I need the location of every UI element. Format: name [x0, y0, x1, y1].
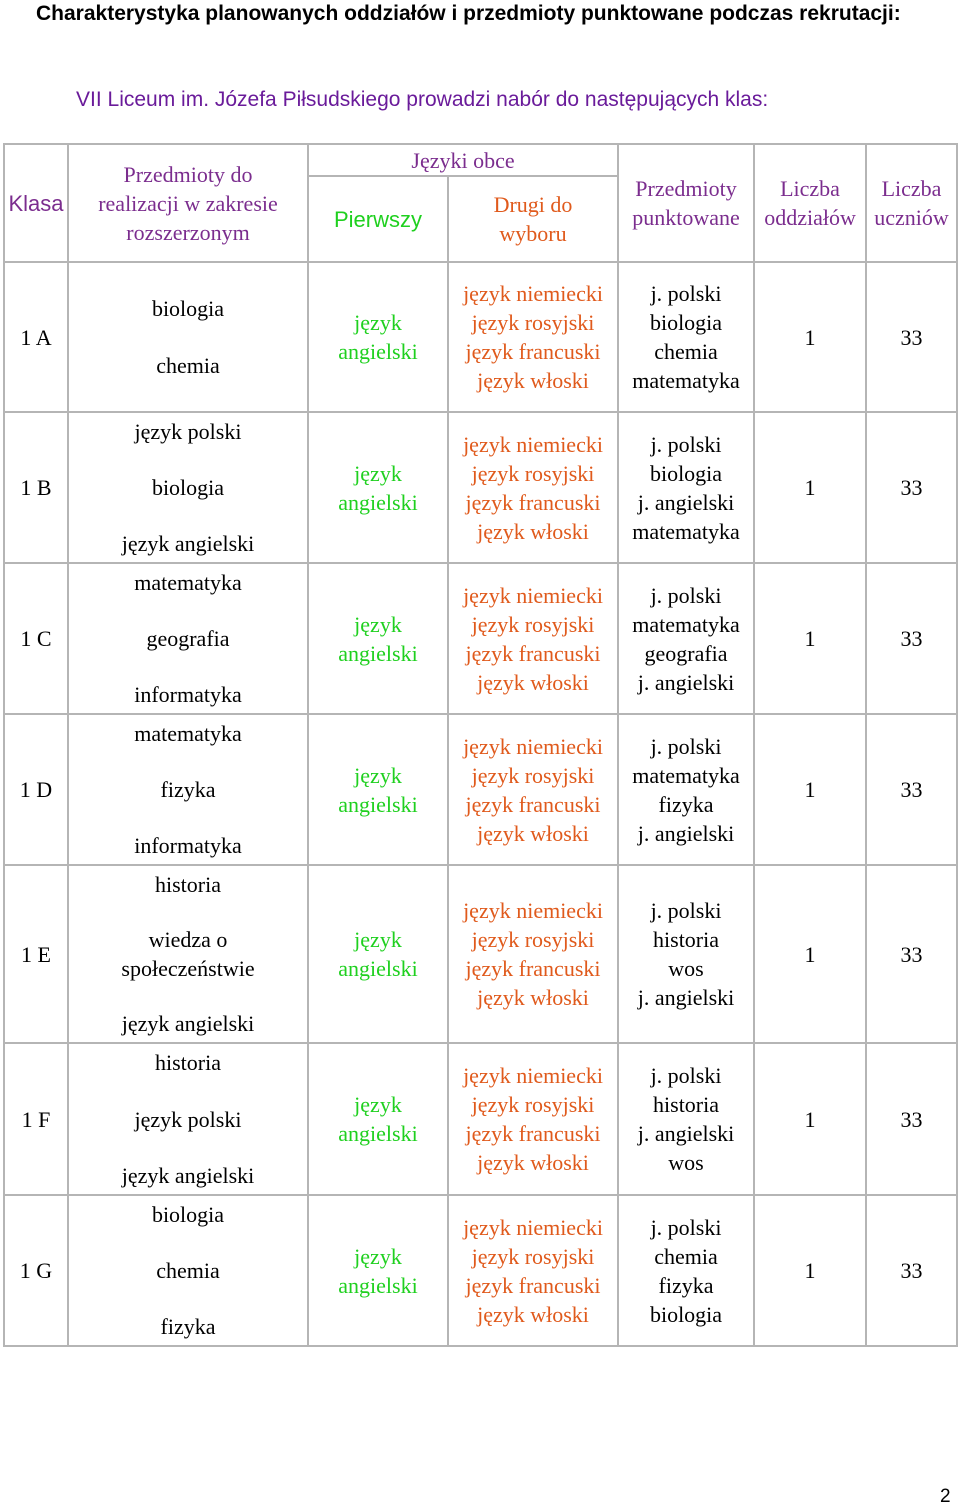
header-scored: Przedmioty punktowane [617, 143, 753, 261]
scored-subject: biologia [649, 1301, 723, 1327]
language-option: język francuski [465, 1121, 601, 1146]
subject-item: język polski [134, 419, 242, 444]
subject-item: wiedza o społeczeństwie [121, 927, 255, 981]
scored-subject: historia [653, 927, 720, 952]
language-option: język włoski [477, 1150, 589, 1175]
subject-item: informatyka [134, 833, 242, 858]
subjects-cell [67, 713, 307, 864]
second-language-cell [447, 1194, 617, 1347]
subject-item: język angielski [121, 1011, 255, 1036]
language-option: język niemiecki [463, 1063, 603, 1088]
scored-subjects-cell [617, 713, 753, 864]
subject-item: matematyka [134, 721, 242, 746]
language-option: język rosyjski [471, 762, 595, 788]
students-cell: 33 [865, 1194, 958, 1347]
divisions-cell: 1 [753, 864, 865, 1042]
scored-subject: wos [668, 1150, 704, 1175]
scored-subject: matematyka [632, 762, 740, 788]
subjects-cell [67, 261, 307, 411]
language-option: język francuski [465, 956, 601, 981]
language-option: język włoski [477, 368, 589, 393]
table-row [3, 713, 958, 864]
scored-subject: geografia [644, 640, 728, 666]
language-option: język niemiecki [463, 281, 603, 306]
language-option: język włoski [477, 1301, 589, 1327]
subject-item: historia [155, 1050, 221, 1075]
first-language-cell: język angielski [307, 562, 447, 713]
scored-subject: j. polski [650, 1063, 722, 1088]
subjects-cell [67, 562, 307, 713]
second-language-cell [447, 411, 617, 562]
subjects-cell [67, 411, 307, 562]
language-option: język niemiecki [463, 1214, 603, 1240]
language-option: język francuski [465, 339, 601, 364]
scored-subject: wos [668, 956, 704, 981]
students-cell: 33 [865, 713, 958, 864]
scored-subject: matematyka [632, 368, 740, 393]
language-option: język rosyjski [471, 460, 595, 486]
table-row [3, 261, 958, 411]
scored-subjects-cell [617, 562, 753, 713]
subject-item: geografia [146, 626, 230, 651]
subject-item: chemia [156, 1258, 220, 1283]
second-language-cell [447, 562, 617, 713]
subject-item: fizyka [160, 1314, 216, 1339]
first-language-cell: język angielski [307, 1042, 447, 1194]
header-klasa: Klasa [3, 143, 67, 261]
subject-item: biologia [151, 296, 225, 322]
scored-subject: j. polski [650, 582, 722, 608]
header-first-language: Pierwszy [307, 175, 447, 261]
scored-subjects-cell [617, 864, 753, 1042]
second-language-cell [447, 1042, 617, 1194]
divisions-cell: 1 [753, 1194, 865, 1347]
language-option: język włoski [477, 518, 589, 544]
scored-subject: j. polski [650, 898, 722, 923]
table-row [3, 1042, 958, 1194]
language-option: język włoski [477, 820, 589, 846]
language-option: język francuski [465, 1272, 601, 1298]
language-option: język rosyjski [471, 310, 595, 335]
klasa-cell: 1 B [3, 411, 67, 562]
klasa-cell: 1 C [3, 562, 67, 713]
header-second-language: Drugi do wyboru [447, 175, 617, 261]
subject-item: fizyka [160, 777, 216, 802]
first-language-cell: język angielski [307, 1194, 447, 1347]
scored-subject: j. angielski [637, 669, 735, 695]
second-language-cell [447, 261, 617, 411]
scored-subjects-cell [617, 411, 753, 562]
language-option: język włoski [477, 985, 589, 1010]
header-languages: Języki obce [307, 143, 617, 175]
students-cell: 33 [865, 411, 958, 562]
subjects-cell [67, 1194, 307, 1347]
klasa-cell: 1 G [3, 1194, 67, 1347]
language-option: język niemiecki [463, 898, 603, 923]
divisions-cell: 1 [753, 261, 865, 411]
second-language-cell [447, 713, 617, 864]
scored-subject: j. angielski [637, 1121, 735, 1146]
language-option: język francuski [465, 791, 601, 817]
scored-subject: j. angielski [637, 985, 735, 1010]
first-language-cell: język angielski [307, 261, 447, 411]
scored-subjects-cell [617, 1194, 753, 1347]
language-option: język niemiecki [463, 733, 603, 759]
page-heading: Charakterystyka planowanych oddziałów i przedmioty punktowane podczas rekrutacji: [36, 2, 901, 25]
table-row [3, 864, 958, 1042]
subject-item: matematyka [134, 570, 242, 595]
students-cell: 33 [865, 261, 958, 411]
klasa-cell: 1 F [3, 1042, 67, 1194]
klasa-cell: 1 D [3, 713, 67, 864]
scored-subject: biologia [649, 460, 723, 486]
subject-item: język angielski [121, 1163, 255, 1188]
second-language-cell [447, 864, 617, 1042]
header-students: Liczba uczniów [865, 143, 958, 261]
scored-subject: fizyka [658, 1272, 714, 1298]
scored-subject: historia [653, 1092, 720, 1117]
table-row [3, 1194, 958, 1347]
first-language-cell: język angielski [307, 411, 447, 562]
divisions-cell: 1 [753, 713, 865, 864]
subject-item: język angielski [121, 531, 255, 556]
language-option: język niemiecki [463, 582, 603, 608]
scored-subject: biologia [649, 310, 723, 335]
scored-subject: j. polski [650, 281, 722, 306]
scored-subject: j. polski [650, 1214, 722, 1240]
subject-item: biologia [151, 475, 225, 500]
subject-item: biologia [151, 1202, 225, 1227]
scored-subjects-cell [617, 261, 753, 411]
scored-subject: j. polski [650, 431, 722, 457]
language-option: język rosyjski [471, 1092, 595, 1117]
subjects-cell [67, 1042, 307, 1194]
language-option: język francuski [465, 640, 601, 666]
page-number: 2 [940, 1486, 951, 1507]
students-cell: 33 [865, 1042, 958, 1194]
first-language-cell: język angielski [307, 864, 447, 1042]
header-divisions: Liczba oddziałów [753, 143, 865, 261]
language-option: język rosyjski [471, 611, 595, 637]
scored-subject: j. polski [650, 733, 722, 759]
subjects-cell [67, 864, 307, 1042]
subject-item: historia [155, 872, 221, 897]
students-cell: 33 [865, 562, 958, 713]
divisions-cell: 1 [753, 411, 865, 562]
subject-item: chemia [156, 352, 220, 378]
scored-subject: matematyka [632, 518, 740, 544]
subject-item: język polski [134, 1106, 242, 1132]
scored-subjects-cell [617, 1042, 753, 1194]
students-cell: 33 [865, 864, 958, 1042]
classes-table [3, 143, 958, 1347]
scored-subject: matematyka [632, 611, 740, 637]
first-language-cell: język angielski [307, 713, 447, 864]
subject-item: informatyka [134, 682, 242, 707]
language-option: język rosyjski [471, 927, 595, 952]
language-option: język rosyjski [471, 1243, 595, 1269]
divisions-cell: 1 [753, 562, 865, 713]
page-subheading: VII Liceum im. Józefa Piłsudskiego prowadzi nabór do następujących klas: [76, 88, 769, 111]
language-option: język włoski [477, 669, 589, 695]
scored-subject: chemia [654, 339, 718, 364]
table-row [3, 562, 958, 713]
klasa-cell: 1 A [3, 261, 67, 411]
scored-subject: j. angielski [637, 489, 735, 515]
language-option: język francuski [465, 489, 601, 515]
klasa-cell: 1 E [3, 864, 67, 1042]
scored-subject: fizyka [658, 791, 714, 817]
divisions-cell: 1 [753, 1042, 865, 1194]
scored-subject: j. angielski [637, 820, 735, 846]
header-subjects: Przedmioty do realizacji w zakresie rozszerzonym [67, 143, 307, 261]
scored-subject: chemia [654, 1243, 718, 1269]
language-option: język niemiecki [463, 431, 603, 457]
table-row [3, 411, 958, 562]
